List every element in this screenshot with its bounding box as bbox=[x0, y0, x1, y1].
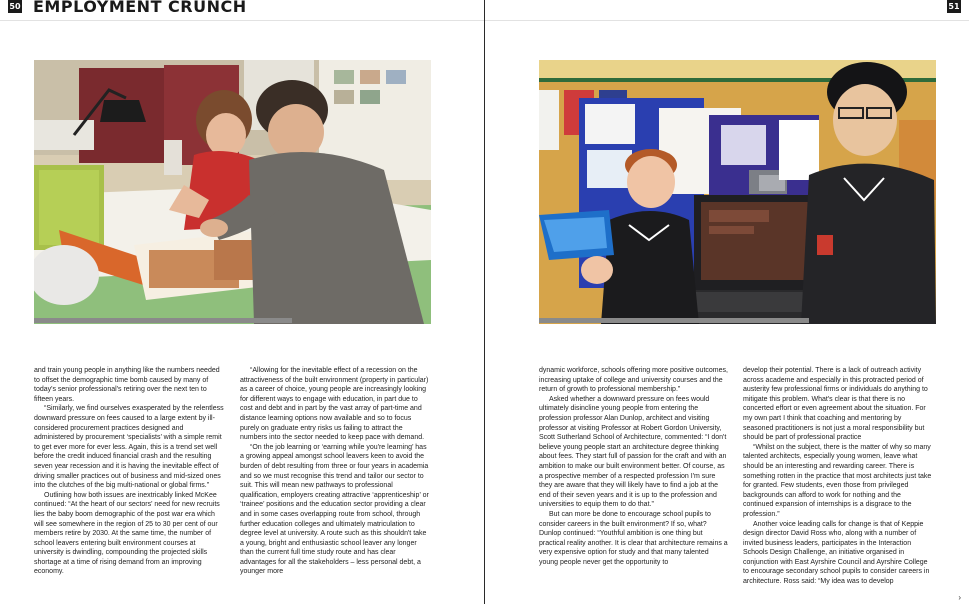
paragraph: dynamic workforce, schools offering more positive outcomes, increasing uptake of college and university courses and the return of growth to professional membership.” bbox=[539, 367, 728, 394]
paragraph: “On the job learning or ‘earning while you're learning’ has a growing appeal amongst school leavers keen to avoid the burden of debt resulting from three or four years in academia and so we must recognise this trend and tailor our sector to suit. This will mean new pathways to professional qualification, employers creating attractive ‘apprenticeship’ or ‘trainee’ positions and the education sector providing a clear and in some cases overlapping route from school, through further education colleges and ultimately matriculation to degree level at university. A route such as this shouldn't take a young, bright and enthusiastic school leaver any longer than the current full time study route and has clear advantages for all the stakeholders – less personal debt, a younger more bbox=[240, 443, 429, 576]
photo-school-pupils-illustration bbox=[539, 60, 936, 324]
paragraph: develop their potential. There is a lack of outreach activity across academe and especially in this protracted period of austerity few professional firms or individuals do anything to mitigate this problem. What's clear is that there is no concerted effort or even agreement about the situation. For my own part I think that coaching and mentoring by seasoned practitioners is not just a moral responsibility but should be part of professional practice bbox=[743, 367, 928, 442]
column-right-2 bbox=[743, 366, 933, 587]
next-page-arrow-icon[interactable]: › bbox=[958, 593, 961, 602]
paragraph: and train young people in anything like the numbers needed to offset the demographic time bomb caused by many of today's senior professional's retiring over the next ten to fifteen years. bbox=[34, 367, 220, 403]
page-number-left: 50 bbox=[9, 2, 21, 11]
photo-caption-bar-right bbox=[539, 318, 809, 323]
column-right-1 bbox=[539, 366, 729, 567]
section-title: EMPLOYMENT CRUNCH bbox=[33, 0, 247, 16]
photo-caption-bar-left bbox=[34, 318, 292, 323]
paragraph: “Allowing for the inevitable effect of a recession on the attractiveness of the built environment (property in particular) as a career of choice, young people are increasingly looking for different ways to engage with education, in part due to cost and debt and in part by the vast array of part-time and distance learning options now available and so to focus purely on graduate entry risks us failing to attract the numbers into the sector needed to keep pace with demand. bbox=[240, 367, 429, 442]
left-page bbox=[0, 0, 484, 604]
paragraph: “Whilst on the subject, there is the matter of why so many talented architects, especially young women, leave what should be an interesting and rewarding career. There is something rotten in the practice that most architects just take for granted. Few students, even those from privileged backgrounds can afford to work for nothing and the continued expansion of internships is a disgrace to the profession.” bbox=[743, 443, 932, 518]
column-left-1 bbox=[34, 366, 224, 577]
photo-school-pupils bbox=[539, 60, 936, 324]
paragraph: Another voice leading calls for change is that of Keppie design director David Ross who, along with a number of invited business leaders, participates in the Interaction Schools Design Challenge, an initiative organised in conjunction with East Ayrshire Council and Ayrshire College to encourage secondary school pupils to consider careers in architecture. Ross said: “My idea was to develop bbox=[743, 520, 930, 586]
header-rule bbox=[485, 20, 969, 21]
header-rule bbox=[0, 20, 484, 21]
paragraph: Asked whether a downward pressure on fees would ultimately disincline young people from entering the profession professor Alan Dunlop, architect and visiting professor at visiting Professor at Robert Gordon University, Scott Sutherland School of Architecture, commented: “I don't believe young people start an architecture degree thinking about fees. They start full of passion for the craft and with an ambition to make our built environment better. Of course, as a prospective member of a respected profession I'm sure they are aware that they will likely have to find a job at the end of their seven years and it is up to the profession and universities to equip them to do that.” bbox=[539, 395, 727, 509]
paragraph: “Similarly, we find ourselves exasperated by the relentless downward pressure on fees caused to a large extent by ill-considered procurement practices designed and administered by procurement ‘specialists’ with a simple remit to get ever more for ever less. Again, this is a trend set well before the credit induced financial crash and the resulting seven year recession and it is having the inevitable effect of driving smaller practices out of business and mid-sized ones into the clutches of the big multi-national or global firms.” bbox=[34, 405, 224, 490]
paragraph: But can more be done to encourage school pupils to consider careers in the built environment? If so, what? Dunlop continued: “Youthful ambition is one thing but practical reality another. It is clear that architecture remains a very expensive option for study and that many talented young people never get the opportunity to bbox=[539, 510, 728, 566]
photo-workshop-illustration bbox=[34, 60, 431, 324]
photo-workshop bbox=[34, 60, 431, 324]
page-number-right: 51 bbox=[948, 2, 960, 11]
column-left-2 bbox=[240, 366, 430, 577]
paragraph: Outlining how both issues are inextricably linked McKee continued: “At the heart of our sectors' need for new recruits lies the baby boom demographic of the post war era which will see somewhere in the region of 25 to 30 per cent of our members retire by 2030. At the same time, the number of school leavers entering built environment courses at university is dwindling, compounding the projected skills shortage at a time of rising demand from an improving economy. bbox=[34, 491, 220, 576]
right-page bbox=[485, 0, 969, 604]
